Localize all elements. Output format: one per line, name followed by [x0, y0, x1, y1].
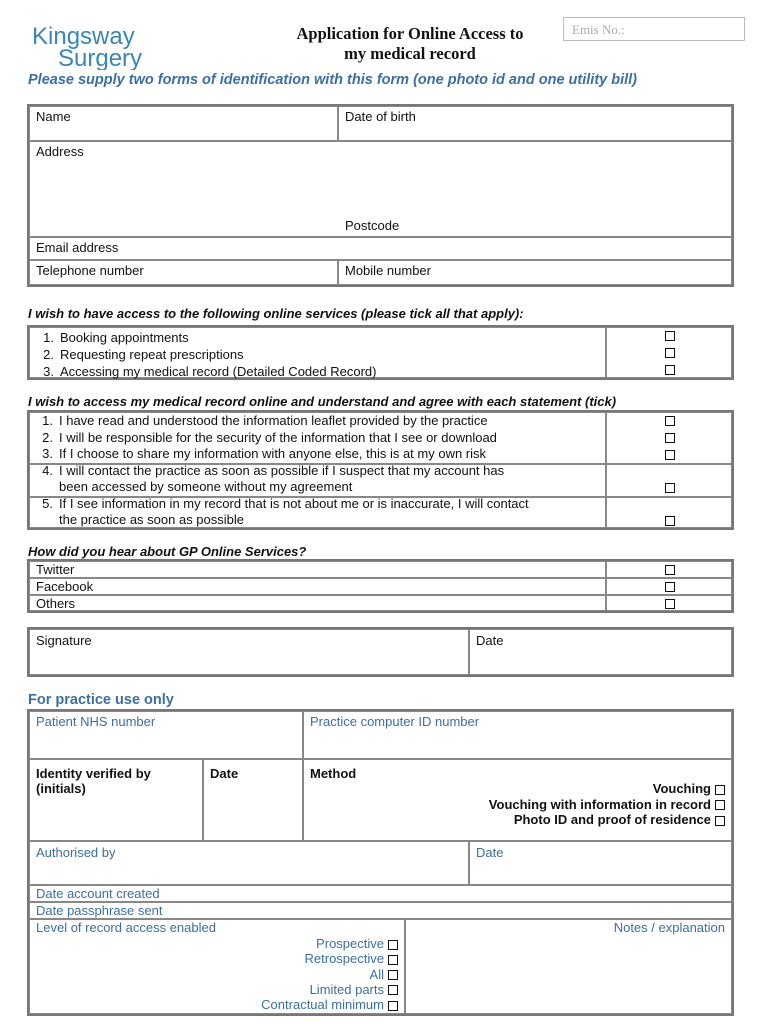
services-table [27, 325, 734, 380]
address-label: Address [36, 144, 84, 159]
agreement-item: 4. I will contact the practice as soon as possible if I suspect that my account has [42, 462, 505, 478]
personal-details-table [27, 104, 734, 287]
checkbox-booking[interactable] [665, 331, 675, 341]
checkbox-photo-id[interactable] [715, 816, 725, 826]
level-retrospective: Retrospective [261, 951, 398, 966]
agreement-heading: I wish to access my medical record online and understand and agree with each statement (tick) [28, 394, 617, 409]
service-item: 3. Accessing my medical record (Detailed Coded Record) [43, 364, 377, 379]
signature-table [27, 627, 734, 677]
agreement-item-cont: been accessed by someone without my agreement [59, 479, 353, 494]
authorised-date-field[interactable] [469, 841, 732, 885]
checkbox-agree-4[interactable] [665, 483, 675, 493]
agreement-item-cont: the practice as soon as possible [59, 512, 244, 527]
signature-date-label: Date [476, 633, 504, 648]
dob-label: Date of birth [345, 109, 416, 124]
checkbox-vouching[interactable] [715, 785, 725, 795]
signature-label: Signature [36, 633, 92, 648]
checkbox-facebook[interactable] [665, 582, 675, 592]
checkbox-medical-record[interactable] [665, 365, 675, 375]
service-item: 1. Booking appointments [43, 330, 189, 345]
access-level-label: Level of record access enabled [36, 920, 216, 935]
agreement-table [27, 410, 734, 530]
email-label: Email address [36, 240, 119, 255]
computer-id-label: Practice computer ID number [310, 714, 480, 729]
signature-date-field[interactable] [469, 629, 732, 675]
checkbox-contractual-minimum[interactable] [388, 1001, 398, 1011]
identity-date-field[interactable]: Date [203, 759, 303, 841]
computer-id-field[interactable] [303, 711, 732, 759]
checkbox-vouching-info[interactable] [715, 800, 725, 810]
checkbox-agree-3[interactable] [665, 450, 675, 460]
mobile-label: Mobile number [345, 263, 431, 278]
method-vouching-info: Vouching with information in record [489, 797, 725, 813]
method-photo-id: Photo ID and proof of residence [489, 812, 725, 828]
services-list [29, 327, 606, 378]
dob-field[interactable] [338, 106, 732, 141]
method-vouching: Vouching [489, 781, 725, 797]
checkbox-limited-parts[interactable] [388, 985, 398, 995]
service-item: 2. Requesting repeat prescriptions [43, 347, 244, 362]
hear-option-twitter: Twitter [29, 561, 606, 578]
checkbox-prospective[interactable] [388, 940, 398, 950]
services-heading: I wish to have access to the following online services (please tick all that apply): [28, 306, 524, 321]
checkbox-agree-1[interactable] [665, 416, 675, 426]
address-field[interactable] [29, 141, 732, 237]
logo-text-line2: Surgery [58, 45, 143, 70]
hear-heading: How did you hear about GP Online Services? [28, 544, 307, 559]
agreement-item: 1. I have read and understood the information leaflet provided by the practice [42, 413, 488, 428]
level-all: All [261, 967, 398, 982]
checkbox-agree-5[interactable] [665, 516, 675, 526]
title-line1: Application for Online Access to [296, 24, 524, 43]
name-label: Name [36, 109, 71, 124]
kingsway-surgery-logo [30, 22, 180, 70]
agreement-item: 2. I will be responsible for the security of the information that I see or download [42, 429, 497, 445]
notes-field[interactable] [405, 919, 732, 1014]
method-label: Method [310, 766, 357, 781]
checkbox-prescriptions[interactable] [665, 348, 675, 358]
hear-option-facebook: Facebook [29, 578, 606, 595]
email-field[interactable] [29, 237, 732, 260]
checkbox-agree-2[interactable] [665, 433, 675, 443]
checkbox-retrospective[interactable] [388, 955, 398, 965]
level-prospective: Prospective [261, 936, 398, 951]
practice-use-heading: For practice use only [28, 692, 174, 708]
method-field [303, 759, 732, 841]
agreement-item: 5. If I see information in my record that is not about me or is inaccurate, I will contact [42, 495, 529, 511]
level-contractual-minimum: Contractual minimum [261, 997, 398, 1012]
checkbox-twitter[interactable] [665, 565, 675, 575]
title-line2: my medical record [344, 44, 476, 63]
emis-number-field[interactable]: Emis No.: [563, 17, 745, 41]
identification-notice: Please supply two forms of identification with this form (one photo id and one utility bill) [28, 72, 638, 88]
authorised-by-label: Authorised by [36, 845, 116, 860]
checkbox-all[interactable] [388, 970, 398, 980]
hear-option-others: Others [29, 595, 606, 611]
nhs-number-field[interactable] [29, 711, 303, 759]
checkbox-others[interactable] [665, 599, 675, 609]
signature-field[interactable] [29, 629, 469, 675]
level-limited-parts: Limited parts [261, 982, 398, 997]
passphrase-sent-field[interactable]: Date passphrase sent [29, 902, 732, 919]
telephone-label: Telephone number [36, 263, 144, 278]
authorised-by-field[interactable] [29, 841, 469, 885]
authorised-date-label: Date [476, 845, 504, 860]
form-title [270, 24, 550, 64]
nhs-number-label: Patient NHS number [36, 714, 156, 729]
practice-use-table [27, 709, 734, 1016]
identity-verified-field[interactable]: Identity verified by (initials) [29, 759, 203, 841]
logo-text-line1: Kingsway [32, 23, 135, 50]
name-field[interactable] [29, 106, 338, 141]
mobile-field[interactable] [338, 260, 732, 285]
notes-label: Notes / explanation [613, 920, 725, 935]
telephone-field[interactable] [29, 260, 338, 285]
account-created-field[interactable]: Date account created [29, 885, 732, 902]
hear-table [27, 559, 734, 613]
postcode-label: Postcode [345, 218, 400, 233]
agreement-item: 3. If I choose to share my information with anyone else, this is at my own risk [42, 446, 487, 461]
access-level-field [29, 919, 405, 1014]
